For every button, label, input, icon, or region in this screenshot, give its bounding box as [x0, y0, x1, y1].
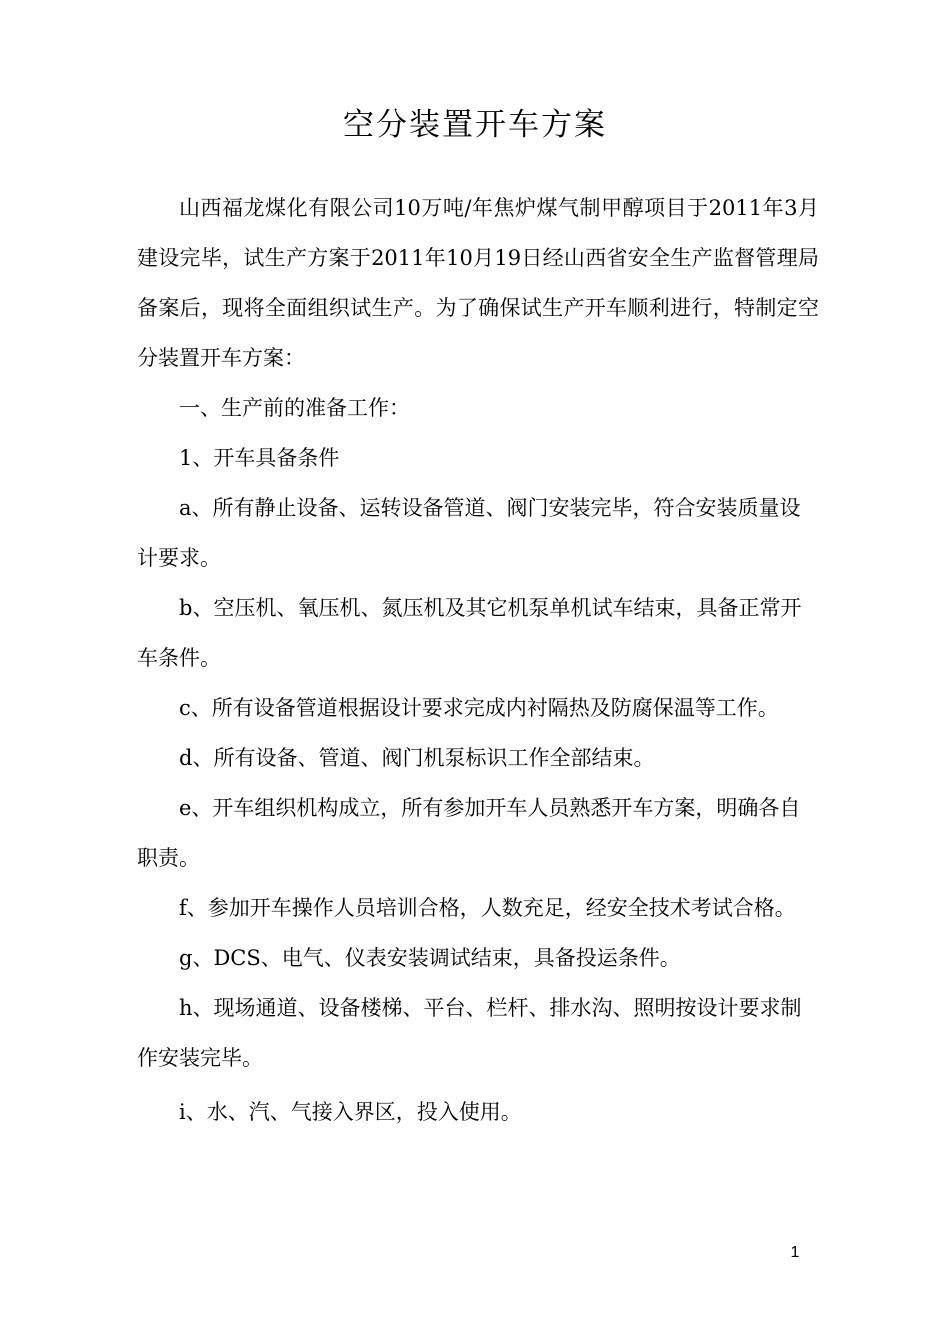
document-body	[137, 183, 819, 1137]
document-title: 空分装置开车方案	[343, 107, 607, 143]
list-item-h: h、现场通道、设备楼梯、平台、栏杆、排水沟、照明按设计要求制作安装完毕。	[137, 996, 802, 1070]
list-item-d: d、所有设备、管道、阀门机泵标识工作全部结束。	[179, 746, 655, 770]
section-heading: 一、生产前的准备工作：	[179, 396, 410, 420]
intro-paragraph: 山西福龙煤化有限公司10万吨/年焦炉煤气制甲醇项目于2011年3月建设完毕，试生产方案于2011年10月19日经山西省安全生产监督管理局备案后，现将全面组织试生产。为了确保试生产开车顺利进行，特制定空分装置开车方案：	[137, 196, 819, 370]
list-item-e: e、开车组织机构成立，所有参加开车人员熟悉开车方案，明确各自职责。	[137, 796, 801, 870]
list-item-g: g、DCS、电气、仪表安装调试结束，具备投运条件。	[179, 946, 681, 970]
subsection-heading: 1、开车具备条件	[179, 446, 340, 470]
list-item-b: b、空压机、氧压机、氮压机及其它机泵单机试车结束，具备正常开车条件。	[137, 596, 802, 670]
list-item-i: i、水、汽、气接入界区，投入使用。	[179, 1100, 522, 1124]
page-number: 1	[790, 1244, 800, 1261]
list-item-a: a、所有静止设备、运转设备管道、阀门安装完毕，符合安装质量设计要求。	[137, 496, 801, 570]
list-item-c: c、所有设备管道根据设计要求完成内衬隔热及防腐保温等工作。	[179, 696, 779, 720]
list-item-f: f、参加开车操作人员培训合格，人数充足，经安全技术考试合格。	[179, 896, 796, 920]
